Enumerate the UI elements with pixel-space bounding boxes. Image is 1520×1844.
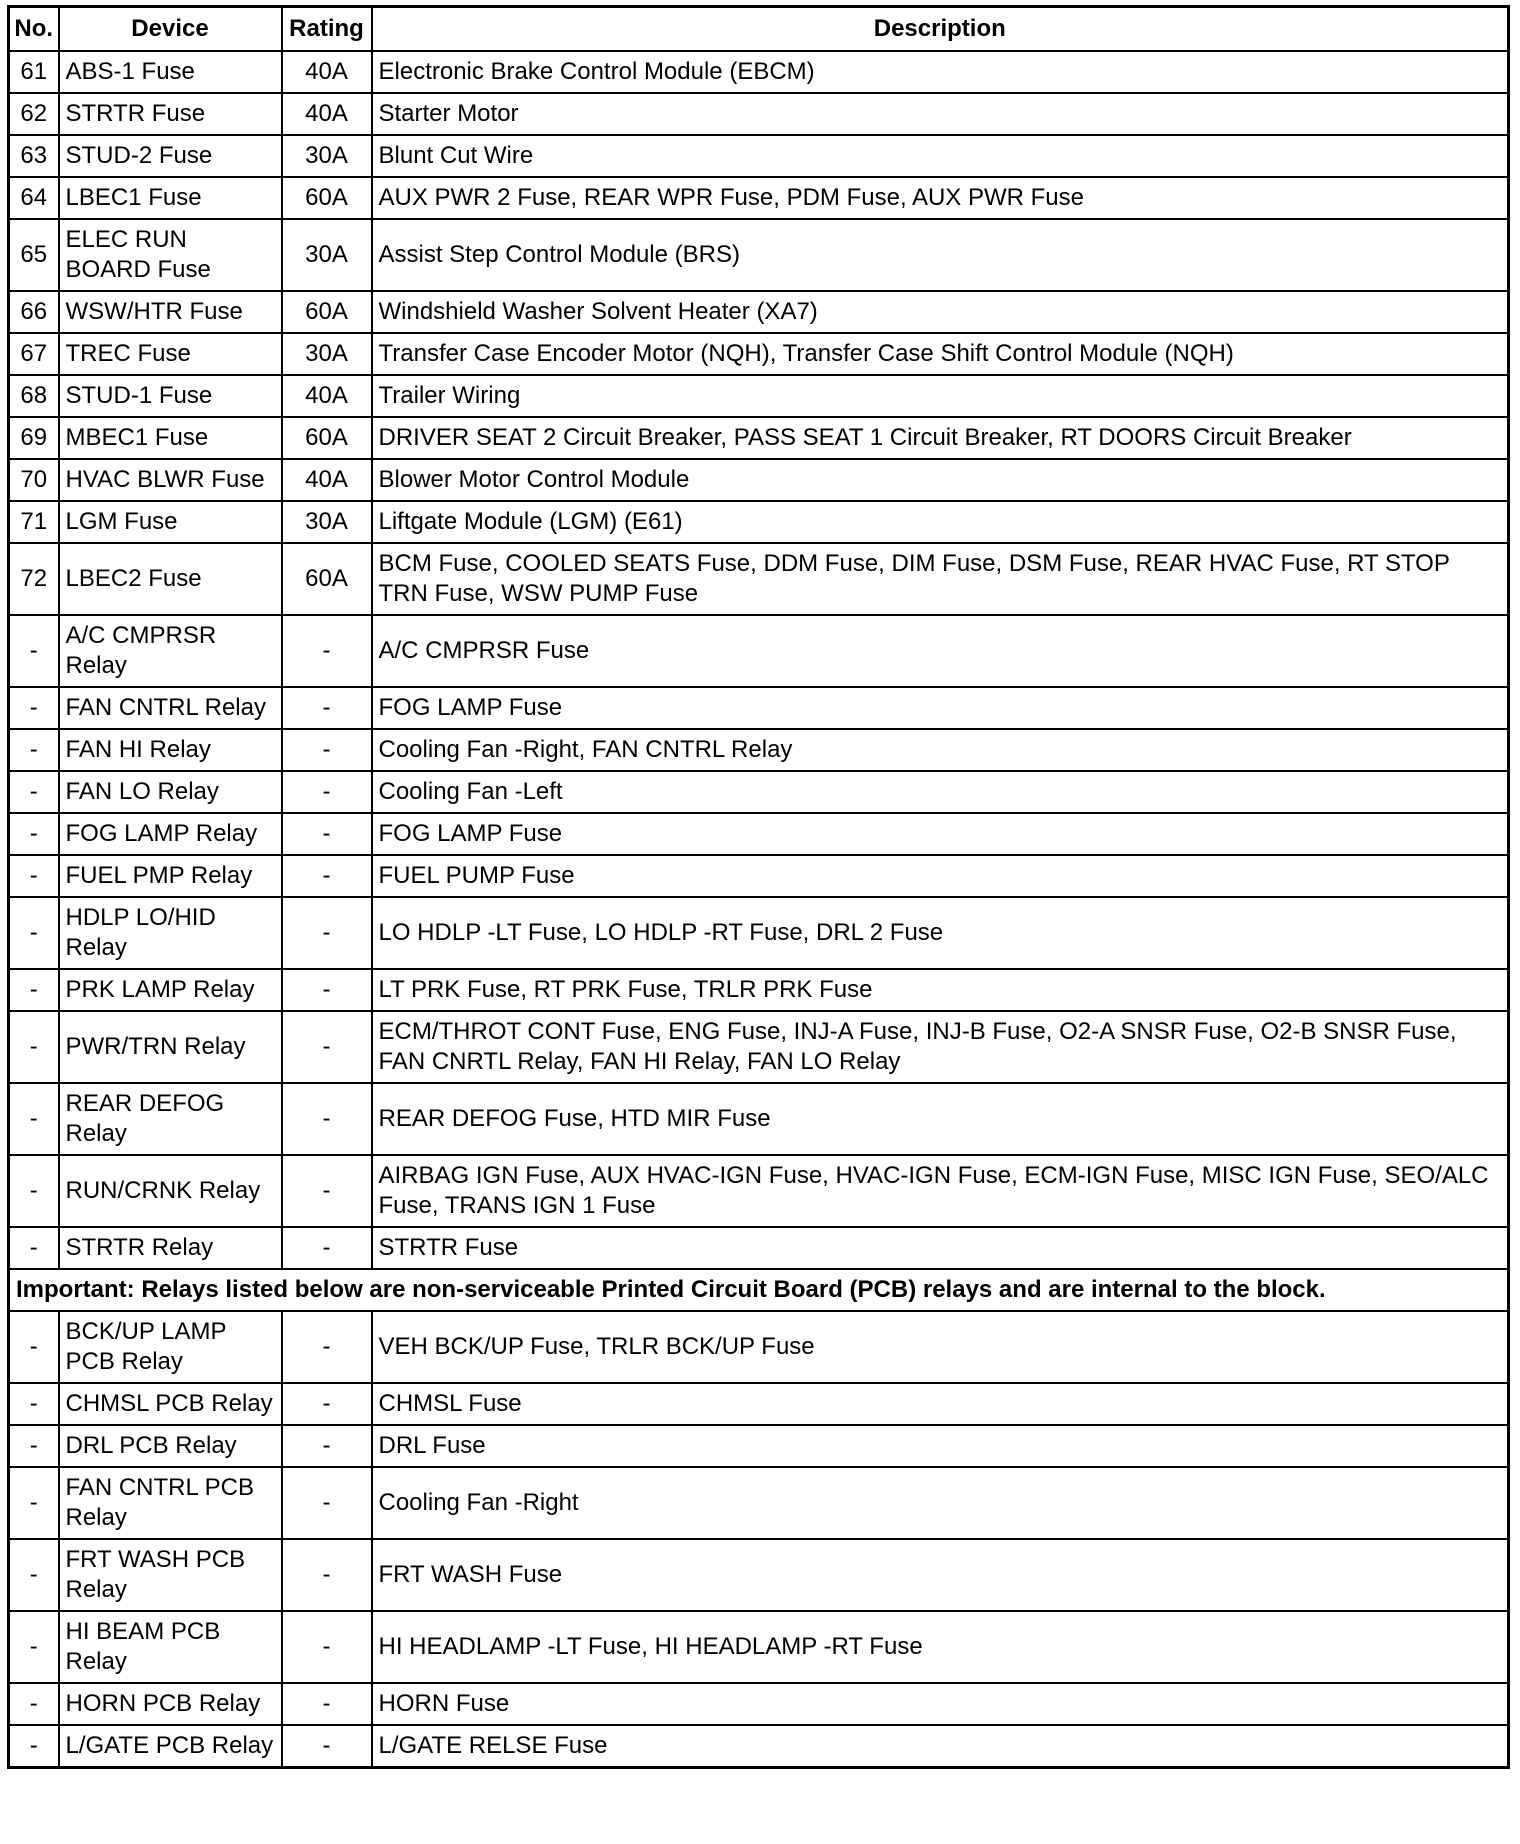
row-device: RUN/CRNK Relay — [59, 1155, 282, 1227]
row-device: FRT WASH PCB Relay — [59, 1539, 282, 1611]
row-rating: - — [282, 615, 372, 687]
table-row — [9, 897, 1509, 969]
table-row — [9, 771, 1509, 813]
table-row — [9, 855, 1509, 897]
row-rating: - — [282, 1227, 372, 1269]
row-number: - — [9, 1227, 59, 1269]
row-rating: 30A — [282, 501, 372, 543]
row-description: STRTR Fuse — [372, 1227, 1509, 1269]
table-row — [9, 51, 1509, 93]
row-rating: - — [282, 897, 372, 969]
row-description: Cooling Fan -Right — [372, 1467, 1509, 1539]
row-description: HI HEADLAMP -LT Fuse, HI HEADLAMP -RT Fuse — [372, 1611, 1509, 1683]
row-number: - — [9, 969, 59, 1011]
row-description: DRL Fuse — [372, 1425, 1509, 1467]
row-number: - — [9, 1683, 59, 1725]
table-row — [9, 291, 1509, 333]
table-row — [9, 375, 1509, 417]
row-number: 64 — [9, 177, 59, 219]
row-number: - — [9, 1311, 59, 1383]
table-row — [9, 219, 1509, 291]
row-description: AUX PWR 2 Fuse, REAR WPR Fuse, PDM Fuse, AUX PWR Fuse — [372, 177, 1509, 219]
row-description: FUEL PUMP Fuse — [372, 855, 1509, 897]
row-number: - — [9, 687, 59, 729]
table-row — [9, 1467, 1509, 1539]
table-row — [9, 969, 1509, 1011]
header-description: Description — [372, 7, 1509, 52]
row-rating: 40A — [282, 51, 372, 93]
row-number: - — [9, 729, 59, 771]
row-description: LT PRK Fuse, RT PRK Fuse, TRLR PRK Fuse — [372, 969, 1509, 1011]
row-number: 69 — [9, 417, 59, 459]
row-device: ELEC RUN BOARD Fuse — [59, 219, 282, 291]
row-device: HDLP LO/HID Relay — [59, 897, 282, 969]
row-device: FAN HI Relay — [59, 729, 282, 771]
pcb-note: Important: Relays listed below are non-serviceable Printed Circuit Board (PCB) relays and are internal to the block. — [9, 1269, 1509, 1311]
row-description: Transfer Case Encoder Motor (NQH), Transfer Case Shift Control Module (NQH) — [372, 333, 1509, 375]
table-row — [9, 93, 1509, 135]
row-device: CHMSL PCB Relay — [59, 1383, 282, 1425]
table-row — [9, 1227, 1509, 1269]
row-rating: - — [282, 1467, 372, 1539]
row-description: LO HDLP -LT Fuse, LO HDLP -RT Fuse, DRL 2 Fuse — [372, 897, 1509, 969]
table-row — [9, 813, 1509, 855]
main-rows — [9, 51, 1509, 1269]
row-rating: 60A — [282, 417, 372, 459]
row-rating: 30A — [282, 135, 372, 177]
row-device: WSW/HTR Fuse — [59, 291, 282, 333]
row-rating: 40A — [282, 459, 372, 501]
row-rating: - — [282, 771, 372, 813]
note-row — [9, 1269, 1509, 1311]
row-number: - — [9, 1155, 59, 1227]
row-device: STRTR Relay — [59, 1227, 282, 1269]
table-row — [9, 135, 1509, 177]
row-description: FOG LAMP Fuse — [372, 813, 1509, 855]
row-device: FAN CNTRL Relay — [59, 687, 282, 729]
row-device: PWR/TRN Relay — [59, 1011, 282, 1083]
row-number: - — [9, 771, 59, 813]
row-number: 62 — [9, 93, 59, 135]
row-rating: 60A — [282, 177, 372, 219]
row-rating: - — [282, 1725, 372, 1768]
row-device: MBEC1 Fuse — [59, 417, 282, 459]
row-device: STUD-1 Fuse — [59, 375, 282, 417]
table-row — [9, 1683, 1509, 1725]
row-description: Cooling Fan -Right, FAN CNTRL Relay — [372, 729, 1509, 771]
row-rating: - — [282, 969, 372, 1011]
fuse-relay-table — [7, 5, 1510, 1769]
row-number: - — [9, 1611, 59, 1683]
row-number: 63 — [9, 135, 59, 177]
table-row — [9, 1611, 1509, 1683]
row-number: - — [9, 1383, 59, 1425]
row-number: 65 — [9, 219, 59, 291]
table-row — [9, 543, 1509, 615]
row-description: DRIVER SEAT 2 Circuit Breaker, PASS SEAT 1 Circuit Breaker, RT DOORS Circuit Breaker — [372, 417, 1509, 459]
row-number: 66 — [9, 291, 59, 333]
row-device: LBEC1 Fuse — [59, 177, 282, 219]
row-rating: - — [282, 729, 372, 771]
table-row — [9, 459, 1509, 501]
row-description: Cooling Fan -Left — [372, 771, 1509, 813]
table-row — [9, 1725, 1509, 1768]
table-row — [9, 615, 1509, 687]
table-row — [9, 1425, 1509, 1467]
row-number: 67 — [9, 333, 59, 375]
row-description: AIRBAG IGN Fuse, AUX HVAC-IGN Fuse, HVAC-IGN Fuse, ECM-IGN Fuse, MISC IGN Fuse, SEO/ALC Fuse, TRANS IGN 1 Fuse — [372, 1155, 1509, 1227]
table-row — [9, 501, 1509, 543]
row-description: HORN Fuse — [372, 1683, 1509, 1725]
row-rating: - — [282, 1083, 372, 1155]
row-device: HVAC BLWR Fuse — [59, 459, 282, 501]
row-device: BCK/UP LAMP PCB Relay — [59, 1311, 282, 1383]
row-rating: - — [282, 855, 372, 897]
row-rating: - — [282, 1311, 372, 1383]
pcb-rows — [9, 1311, 1509, 1768]
header-row — [9, 7, 1509, 52]
table-row — [9, 687, 1509, 729]
row-device: DRL PCB Relay — [59, 1425, 282, 1467]
row-description: Blower Motor Control Module — [372, 459, 1509, 501]
row-description: Trailer Wiring — [372, 375, 1509, 417]
table-row — [9, 1383, 1509, 1425]
row-description: BCM Fuse, COOLED SEATS Fuse, DDM Fuse, DIM Fuse, DSM Fuse, REAR HVAC Fuse, RT STOP TRN Fuse, WSW PUMP Fuse — [372, 543, 1509, 615]
row-description: Assist Step Control Module (BRS) — [372, 219, 1509, 291]
row-description: Starter Motor — [372, 93, 1509, 135]
row-rating: - — [282, 1683, 372, 1725]
row-number: - — [9, 813, 59, 855]
row-rating: 60A — [282, 543, 372, 615]
table-row — [9, 1311, 1509, 1383]
row-description: Windshield Washer Solvent Heater (XA7) — [372, 291, 1509, 333]
row-description: ECM/THROT CONT Fuse, ENG Fuse, INJ-A Fuse, INJ-B Fuse, O2-A SNSR Fuse, O2-B SNSR Fuse, FAN CNRTL Relay, FAN HI Relay, FAN LO Relay — [372, 1011, 1509, 1083]
table-row — [9, 177, 1509, 219]
row-rating: - — [282, 813, 372, 855]
header-no: No. — [9, 7, 59, 52]
row-number: 71 — [9, 501, 59, 543]
row-device: A/C CMPRSR Relay — [59, 615, 282, 687]
row-rating: - — [282, 687, 372, 729]
row-description: CHMSL Fuse — [372, 1383, 1509, 1425]
row-rating: 60A — [282, 291, 372, 333]
row-number: 72 — [9, 543, 59, 615]
row-description: L/GATE RELSE Fuse — [372, 1725, 1509, 1768]
row-description: FOG LAMP Fuse — [372, 687, 1509, 729]
row-device: REAR DEFOG Relay — [59, 1083, 282, 1155]
table-row — [9, 1083, 1509, 1155]
row-rating: - — [282, 1425, 372, 1467]
row-number: - — [9, 1425, 59, 1467]
row-device: FOG LAMP Relay — [59, 813, 282, 855]
row-rating: - — [282, 1383, 372, 1425]
table-row — [9, 333, 1509, 375]
table-row — [9, 1011, 1509, 1083]
row-number: - — [9, 1539, 59, 1611]
row-description: FRT WASH Fuse — [372, 1539, 1509, 1611]
table-row — [9, 417, 1509, 459]
table-row — [9, 1155, 1509, 1227]
table-row — [9, 729, 1509, 771]
row-number: - — [9, 615, 59, 687]
row-rating: - — [282, 1611, 372, 1683]
row-device: FUEL PMP Relay — [59, 855, 282, 897]
row-number: 61 — [9, 51, 59, 93]
row-number: - — [9, 1083, 59, 1155]
header-device: Device — [59, 7, 282, 52]
row-description: Liftgate Module (LGM) (E61) — [372, 501, 1509, 543]
row-rating: - — [282, 1155, 372, 1227]
row-device: HORN PCB Relay — [59, 1683, 282, 1725]
note-section — [9, 1269, 1509, 1311]
row-device: FAN LO Relay — [59, 771, 282, 813]
row-number: - — [9, 1011, 59, 1083]
table-row — [9, 1539, 1509, 1611]
row-device: STUD-2 Fuse — [59, 135, 282, 177]
row-description: A/C CMPRSR Fuse — [372, 615, 1509, 687]
row-device: TREC Fuse — [59, 333, 282, 375]
row-device: LBEC2 Fuse — [59, 543, 282, 615]
row-number: 70 — [9, 459, 59, 501]
row-device: LGM Fuse — [59, 501, 282, 543]
row-rating: - — [282, 1011, 372, 1083]
row-device: ABS-1 Fuse — [59, 51, 282, 93]
header-rating: Rating — [282, 7, 372, 52]
row-description: Electronic Brake Control Module (EBCM) — [372, 51, 1509, 93]
row-description: VEH BCK/UP Fuse, TRLR BCK/UP Fuse — [372, 1311, 1509, 1383]
row-description: REAR DEFOG Fuse, HTD MIR Fuse — [372, 1083, 1509, 1155]
row-device: L/GATE PCB Relay — [59, 1725, 282, 1768]
row-rating: 30A — [282, 219, 372, 291]
row-rating: 30A — [282, 333, 372, 375]
row-number: - — [9, 855, 59, 897]
row-description: Blunt Cut Wire — [372, 135, 1509, 177]
row-device: STRTR Fuse — [59, 93, 282, 135]
row-device: PRK LAMP Relay — [59, 969, 282, 1011]
row-number: - — [9, 1467, 59, 1539]
row-number: - — [9, 897, 59, 969]
row-rating: 40A — [282, 93, 372, 135]
row-rating: - — [282, 1539, 372, 1611]
row-device: HI BEAM PCB Relay — [59, 1611, 282, 1683]
row-device: FAN CNTRL PCB Relay — [59, 1467, 282, 1539]
row-number: 68 — [9, 375, 59, 417]
row-rating: 40A — [282, 375, 372, 417]
row-number: - — [9, 1725, 59, 1768]
